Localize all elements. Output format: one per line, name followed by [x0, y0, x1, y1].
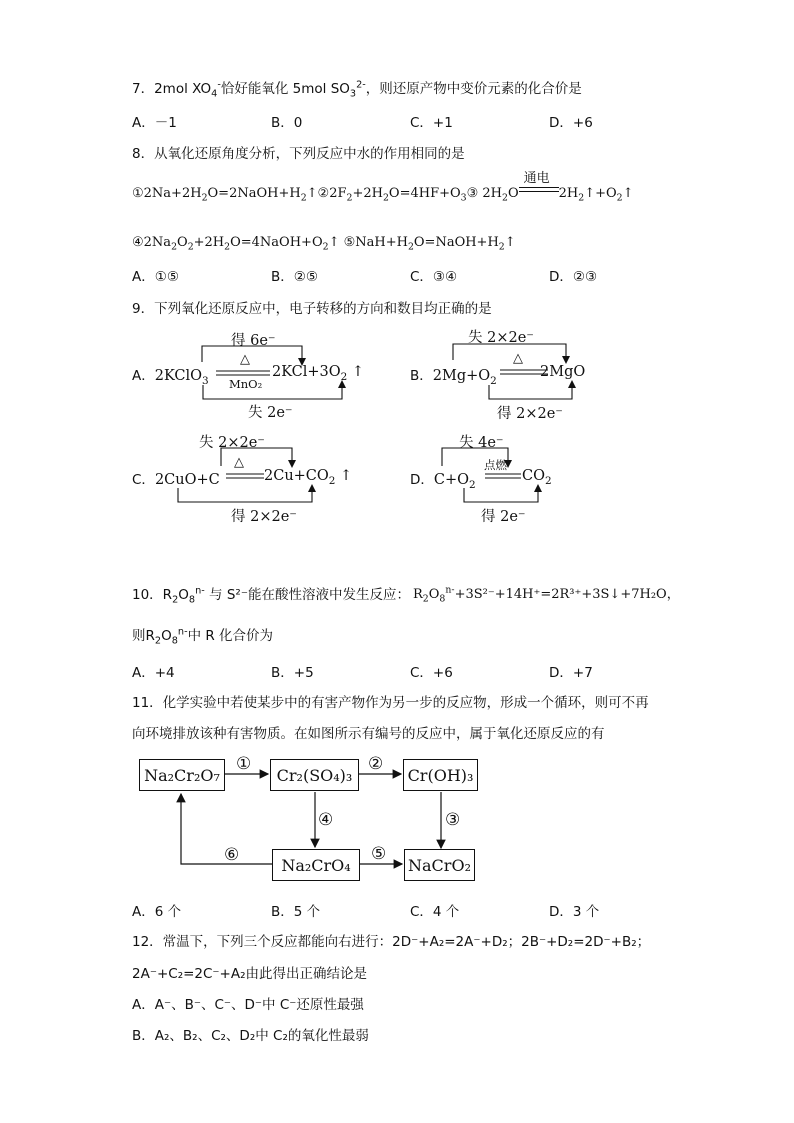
q7-so-sup: 2-: [356, 79, 366, 91]
q11-option-c[interactable]: C．4 个: [410, 904, 460, 920]
q10-prefix: 10．R: [132, 587, 173, 603]
question-9-stem: 9．下列氧化还原反应中，电子转移的方向和数目均正确的是: [132, 301, 492, 317]
q9d-ignite-label: 点燃: [484, 458, 507, 472]
q9c-loss-label: 失 2×2e⁻: [199, 435, 265, 451]
q9b-sub: 2: [490, 374, 497, 387]
q10-equation-tail: +3S²⁻+14H⁺=2R³⁺+3S↓+7H₂O，: [454, 587, 680, 602]
q8-l2-c: +2H: [193, 235, 225, 250]
q9a-product-text: 2KCl+3O: [272, 364, 341, 380]
q10-sub: 2: [172, 594, 179, 606]
q8-l2-g: ↑: [504, 235, 516, 250]
q9d-sub: 2: [544, 474, 552, 487]
question-11-stem-line-1: 11．化学实验中若使某步中的有害产物作为另一步的反应物，形成一个循环，则可不再: [132, 695, 649, 711]
q8-sub: 2: [224, 241, 231, 253]
q9b-product: 2MgO: [540, 364, 586, 380]
q8-sub: 3: [460, 192, 467, 204]
q8-sub: 2: [171, 241, 178, 253]
q8-sub: 2: [502, 192, 508, 204]
q9c-products: $2Cu+CO_2$ ↑: [264, 468, 353, 487]
q10-line-2: 则$R_2O_8^{n-}$中 R 化合价为: [132, 626, 274, 647]
q9d-letter: D．: [410, 472, 434, 488]
question-8-stem: 8．从氧化还原角度分析，下列反应中水的作用相同的是: [132, 146, 465, 162]
q8-option-b[interactable]: B．②⑤: [271, 269, 318, 285]
q11-option-b[interactable]: B．5 个: [271, 904, 321, 920]
q8-sub: 2: [407, 241, 414, 253]
q10-option-a[interactable]: A．+4: [132, 665, 175, 681]
q10-line2-suffix: 中 R 化合价为: [187, 628, 274, 644]
q9a-letter: A．: [132, 368, 155, 384]
q11-step-5-label: ⑤: [371, 844, 387, 864]
q9c-letter: C．: [132, 472, 155, 488]
q9d-gain-label: 得 2e⁻: [481, 509, 526, 525]
q7-text-suffix: ，则还原产物中变价元素的化合价是: [365, 81, 582, 97]
q9a-sub: 3: [202, 374, 209, 387]
q10-option-c[interactable]: C．+6: [410, 665, 453, 681]
q9c-gain-label: 得 2×2e⁻: [231, 509, 297, 525]
q8-l2-e: ↑ ⑤NaH+H: [328, 235, 408, 250]
q9d-sub: 2: [469, 478, 476, 491]
q9a-reactant: 2KClO: [154, 368, 203, 384]
q8-sub: 2: [201, 192, 208, 204]
q8-l1-h: 2H: [558, 186, 579, 201]
q9a-heat-icon: △: [240, 352, 250, 367]
q9b-reactant: 2Mg+O: [432, 368, 491, 384]
q9b-letter: B．: [410, 368, 433, 384]
q9a-gain-label: 得 6e⁻: [231, 333, 276, 349]
q10-sup: n-: [195, 585, 205, 597]
q9b-loss-label: 失 2×2e⁻: [468, 330, 534, 346]
q8-l2-f: O=NaOH+H: [413, 235, 499, 250]
q8-sub: 2: [300, 192, 307, 204]
q7-option-b[interactable]: B．0: [271, 115, 303, 131]
q8-sub: 2: [382, 192, 389, 204]
q9a-sub: 2: [340, 370, 348, 383]
q9d-reactant: C+O: [433, 472, 470, 488]
q8-l1-i: ↑+O: [584, 186, 617, 201]
q8-condition-label: 通电: [523, 171, 550, 186]
q8-l1-a: ①2Na+2H: [132, 186, 202, 201]
q8-sub: 2: [578, 192, 585, 204]
question-11-stem-line-2: 向环境排放该种有害物质。在如图所示有编号的反应中，属于氧化还原反应的有: [132, 726, 605, 742]
q11-box-chromium-hydroxide: Cr(OH)₃: [403, 759, 478, 791]
q11-step-2-label: ②: [368, 754, 384, 774]
q9d-product-text: CO: [522, 468, 545, 484]
q11-step-6-label: ⑥: [224, 845, 240, 865]
q8-l1-f: ③ 2H: [466, 186, 502, 201]
q11-box-sodium-dichromate: Na₂Cr₂O₇: [139, 759, 225, 791]
q9a-products: $2KCl+3O_2$ ↑: [272, 364, 365, 383]
q9b-heat-icon: △: [513, 351, 523, 366]
q11-step-3-label: ③: [445, 810, 461, 830]
q9a-loss-label: 失 2e⁻: [248, 405, 293, 421]
q7-option-d[interactable]: D．+6: [549, 115, 593, 131]
q9b-gain-label: 得 2×2e⁻: [497, 406, 563, 422]
q8-sub: 2: [498, 241, 505, 253]
q7-option-a[interactable]: A．－1: [132, 115, 177, 131]
q7-xo-sup: -: [217, 79, 221, 91]
q11-step-1-label: ①: [236, 754, 252, 774]
q8-option-d[interactable]: D．②③: [549, 269, 598, 285]
q11-option-d[interactable]: D．3 个: [549, 904, 600, 920]
q8-sub: 2: [616, 192, 623, 204]
q8-option-a[interactable]: A．①⑤: [132, 269, 179, 285]
q11-box-sodium-chromate: Na₂CrO₄: [272, 849, 360, 881]
q8-l1-c: ↑②2F: [306, 186, 347, 201]
q10-sub2: 8: [188, 594, 196, 606]
q8-l1-j: ↑: [622, 186, 634, 201]
q7-so-sub: 3: [349, 88, 357, 100]
q8-sub: 2: [322, 241, 329, 253]
q8-sub: 2: [346, 192, 353, 204]
q7-xo-sub: 4: [211, 88, 218, 100]
q10-equation: $R_2O_8^{n-}+3S^{2-}+14H^+=2R^{3+}+3S↓+7H_2O$，: [413, 584, 680, 605]
q9c-heat-icon: △: [234, 455, 244, 470]
q7-text-mid: 恰好能氧化 5mol SO: [220, 81, 350, 97]
q11-step-4-label: ④: [318, 810, 334, 830]
q10-option-b[interactable]: B．+5: [271, 665, 314, 681]
q8-l1-g: O: [507, 186, 519, 201]
q11-box-sodium-chromite: NaCrO₂: [404, 849, 475, 881]
q9c-reactant: 2CuO+C: [154, 472, 220, 488]
q8-l1-d: +2H: [352, 186, 383, 201]
q8-option-c[interactable]: C．③④: [410, 269, 458, 285]
q12-option-a[interactable]: A．A⁻、B⁻、C⁻、D⁻中 C⁻还原性最强: [132, 997, 364, 1013]
question-12-stem-line-1: 12．常温下，下列三个反应都能向右进行：2D⁻+A₂=2A⁻+D₂；2B⁻+D₂=2D⁻+B₂；: [132, 934, 651, 950]
question-12-stem-line-2: 2A⁻+C₂=2C⁻+A₂由此得出正确结论是: [132, 966, 368, 982]
q9a-catalyst-label: MnO₂: [229, 377, 263, 391]
q8-l2-a: ④2Na: [132, 235, 172, 250]
q8-l2-d: O=4NaOH+O: [230, 235, 323, 250]
q9d-loss-label: 失 4e⁻: [459, 435, 504, 451]
q8-l1-b: O=2NaOH+H: [207, 186, 301, 201]
q12-option-b[interactable]: B．A₂、B₂、C₂、D₂中 C₂的氧化性最弱: [132, 1028, 369, 1044]
q9c-sub: 2: [328, 474, 336, 487]
q10-mid: 与 S²⁻能在酸性溶液中发生反应：: [204, 587, 410, 603]
q7-option-c[interactable]: C．+1: [410, 115, 453, 131]
q7-text-prefix: 7．2mol XO: [132, 81, 212, 97]
q8-l1-e: O=4HF+O: [388, 186, 461, 201]
q11-box-chromium-sulfate: Cr₂(SO₄)₃: [270, 759, 359, 791]
q10-option-d[interactable]: D．+7: [549, 665, 593, 681]
q11-option-a[interactable]: A．6 个: [132, 904, 182, 920]
q10-oxygen: O: [178, 587, 189, 603]
q10-line2-prefix: 则R: [132, 628, 155, 644]
q8-sub: 2: [187, 241, 194, 253]
q9c-product-text: 2Cu+CO: [264, 468, 329, 484]
q8-l2-b: O: [177, 235, 188, 250]
